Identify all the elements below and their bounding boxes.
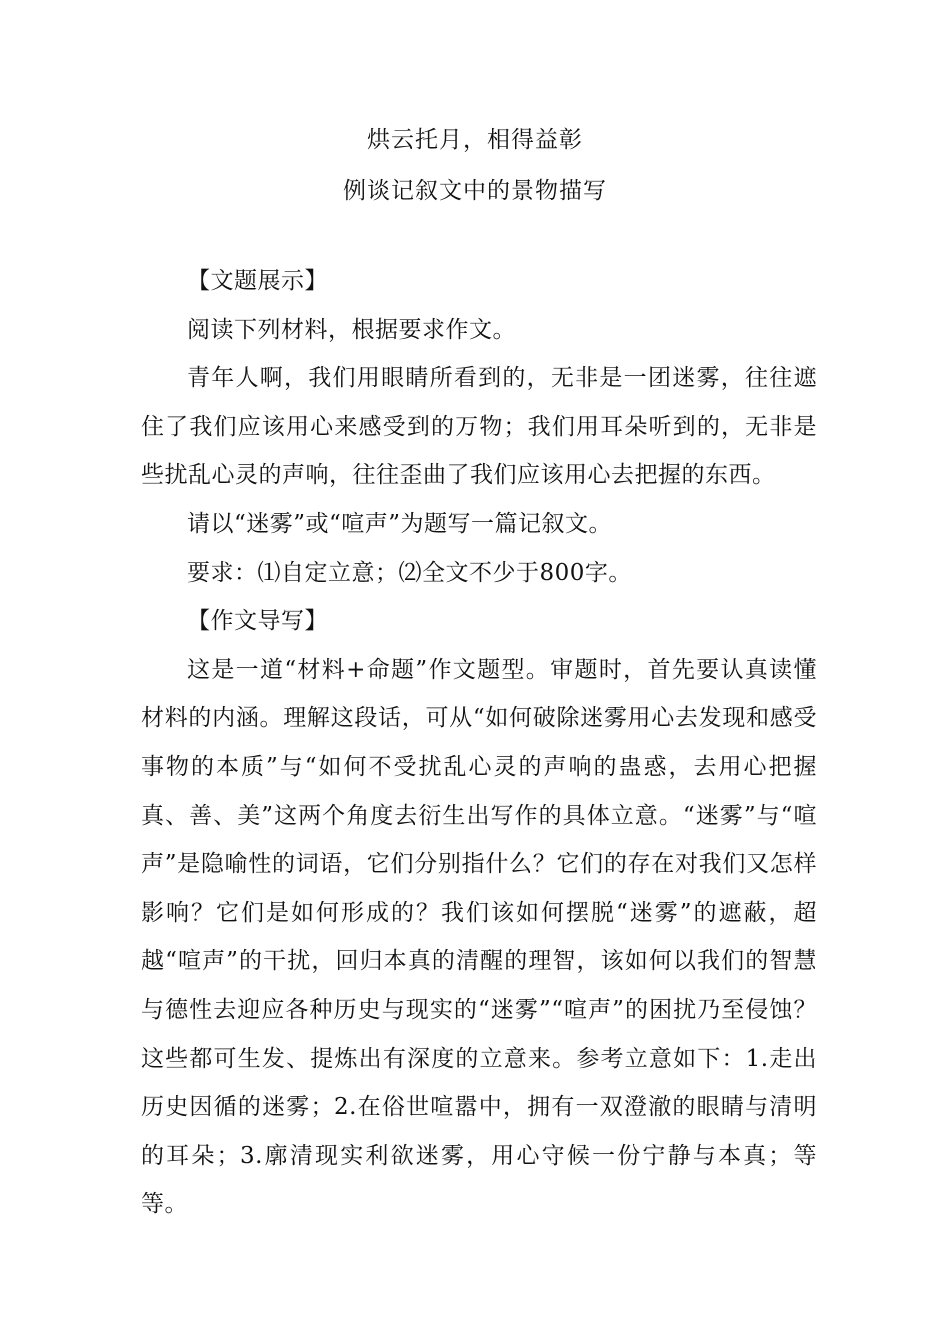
requirements-paragraph: 要求：⑴自定立意；⑵全文不少于800字。 <box>187 559 632 586</box>
section-heading-guide: 【作文导写】 <box>187 608 328 635</box>
document-body <box>141 257 817 1229</box>
material-paragraph: 青年人啊，我们用眼睛所看到的，无非是一团迷雾，往往遮住了我们应该用心来感受到的万物；我们用耳朵听到的，无非是些扰乱心灵的声响，往往歪曲了我们应该用心去把握的东西。 <box>141 365 817 489</box>
instruction-paragraph: 阅读下列材料，根据要求作文。 <box>187 316 516 343</box>
document-title: 烘云托月，相得益彰 <box>367 127 583 153</box>
section-heading-prompt: 【文题展示】 <box>187 268 328 294</box>
task-paragraph: 请以“迷雾”或“喧声”为题写一篇记叙文。 <box>187 510 613 537</box>
guide-paragraph: 这是一道“材料+命题”作文题型。审题时，首先要认真读懂材料的内涵。理解这段话，可从“如何破除迷雾用心去发现和感受事物的本质”与“如何不受扰乱心灵的声响的蛊惑，去用心把握真、善、美”这两个角度去衍生出写作的具体立意。“迷雾”与“喧声”是隐喻性的词语，它们分别指什么？它们的存在对我们又怎样影响？它们是如何形成的？我们该如何摆脱“迷雾”的遮蔽，超越“喧声”的干扰，回归本真的清醒的理智，该如何以我们的智慧与德性去迎应各种历史与现实的“迷雾”“喧声”的困扰乃至侵蚀？这些都可生发、提炼出有深度的立意来。参考立意如下：1.走出历史因循的迷雾；2.在俗世喧嚣中，拥有一双澄澈的眼睛与清明的耳朵；3.廓清现实利欲迷雾，用心守候一份宁静与本真；等等。 <box>141 656 817 1218</box>
document-subtitle: 例谈记叙文中的景物描写 <box>343 178 607 204</box>
